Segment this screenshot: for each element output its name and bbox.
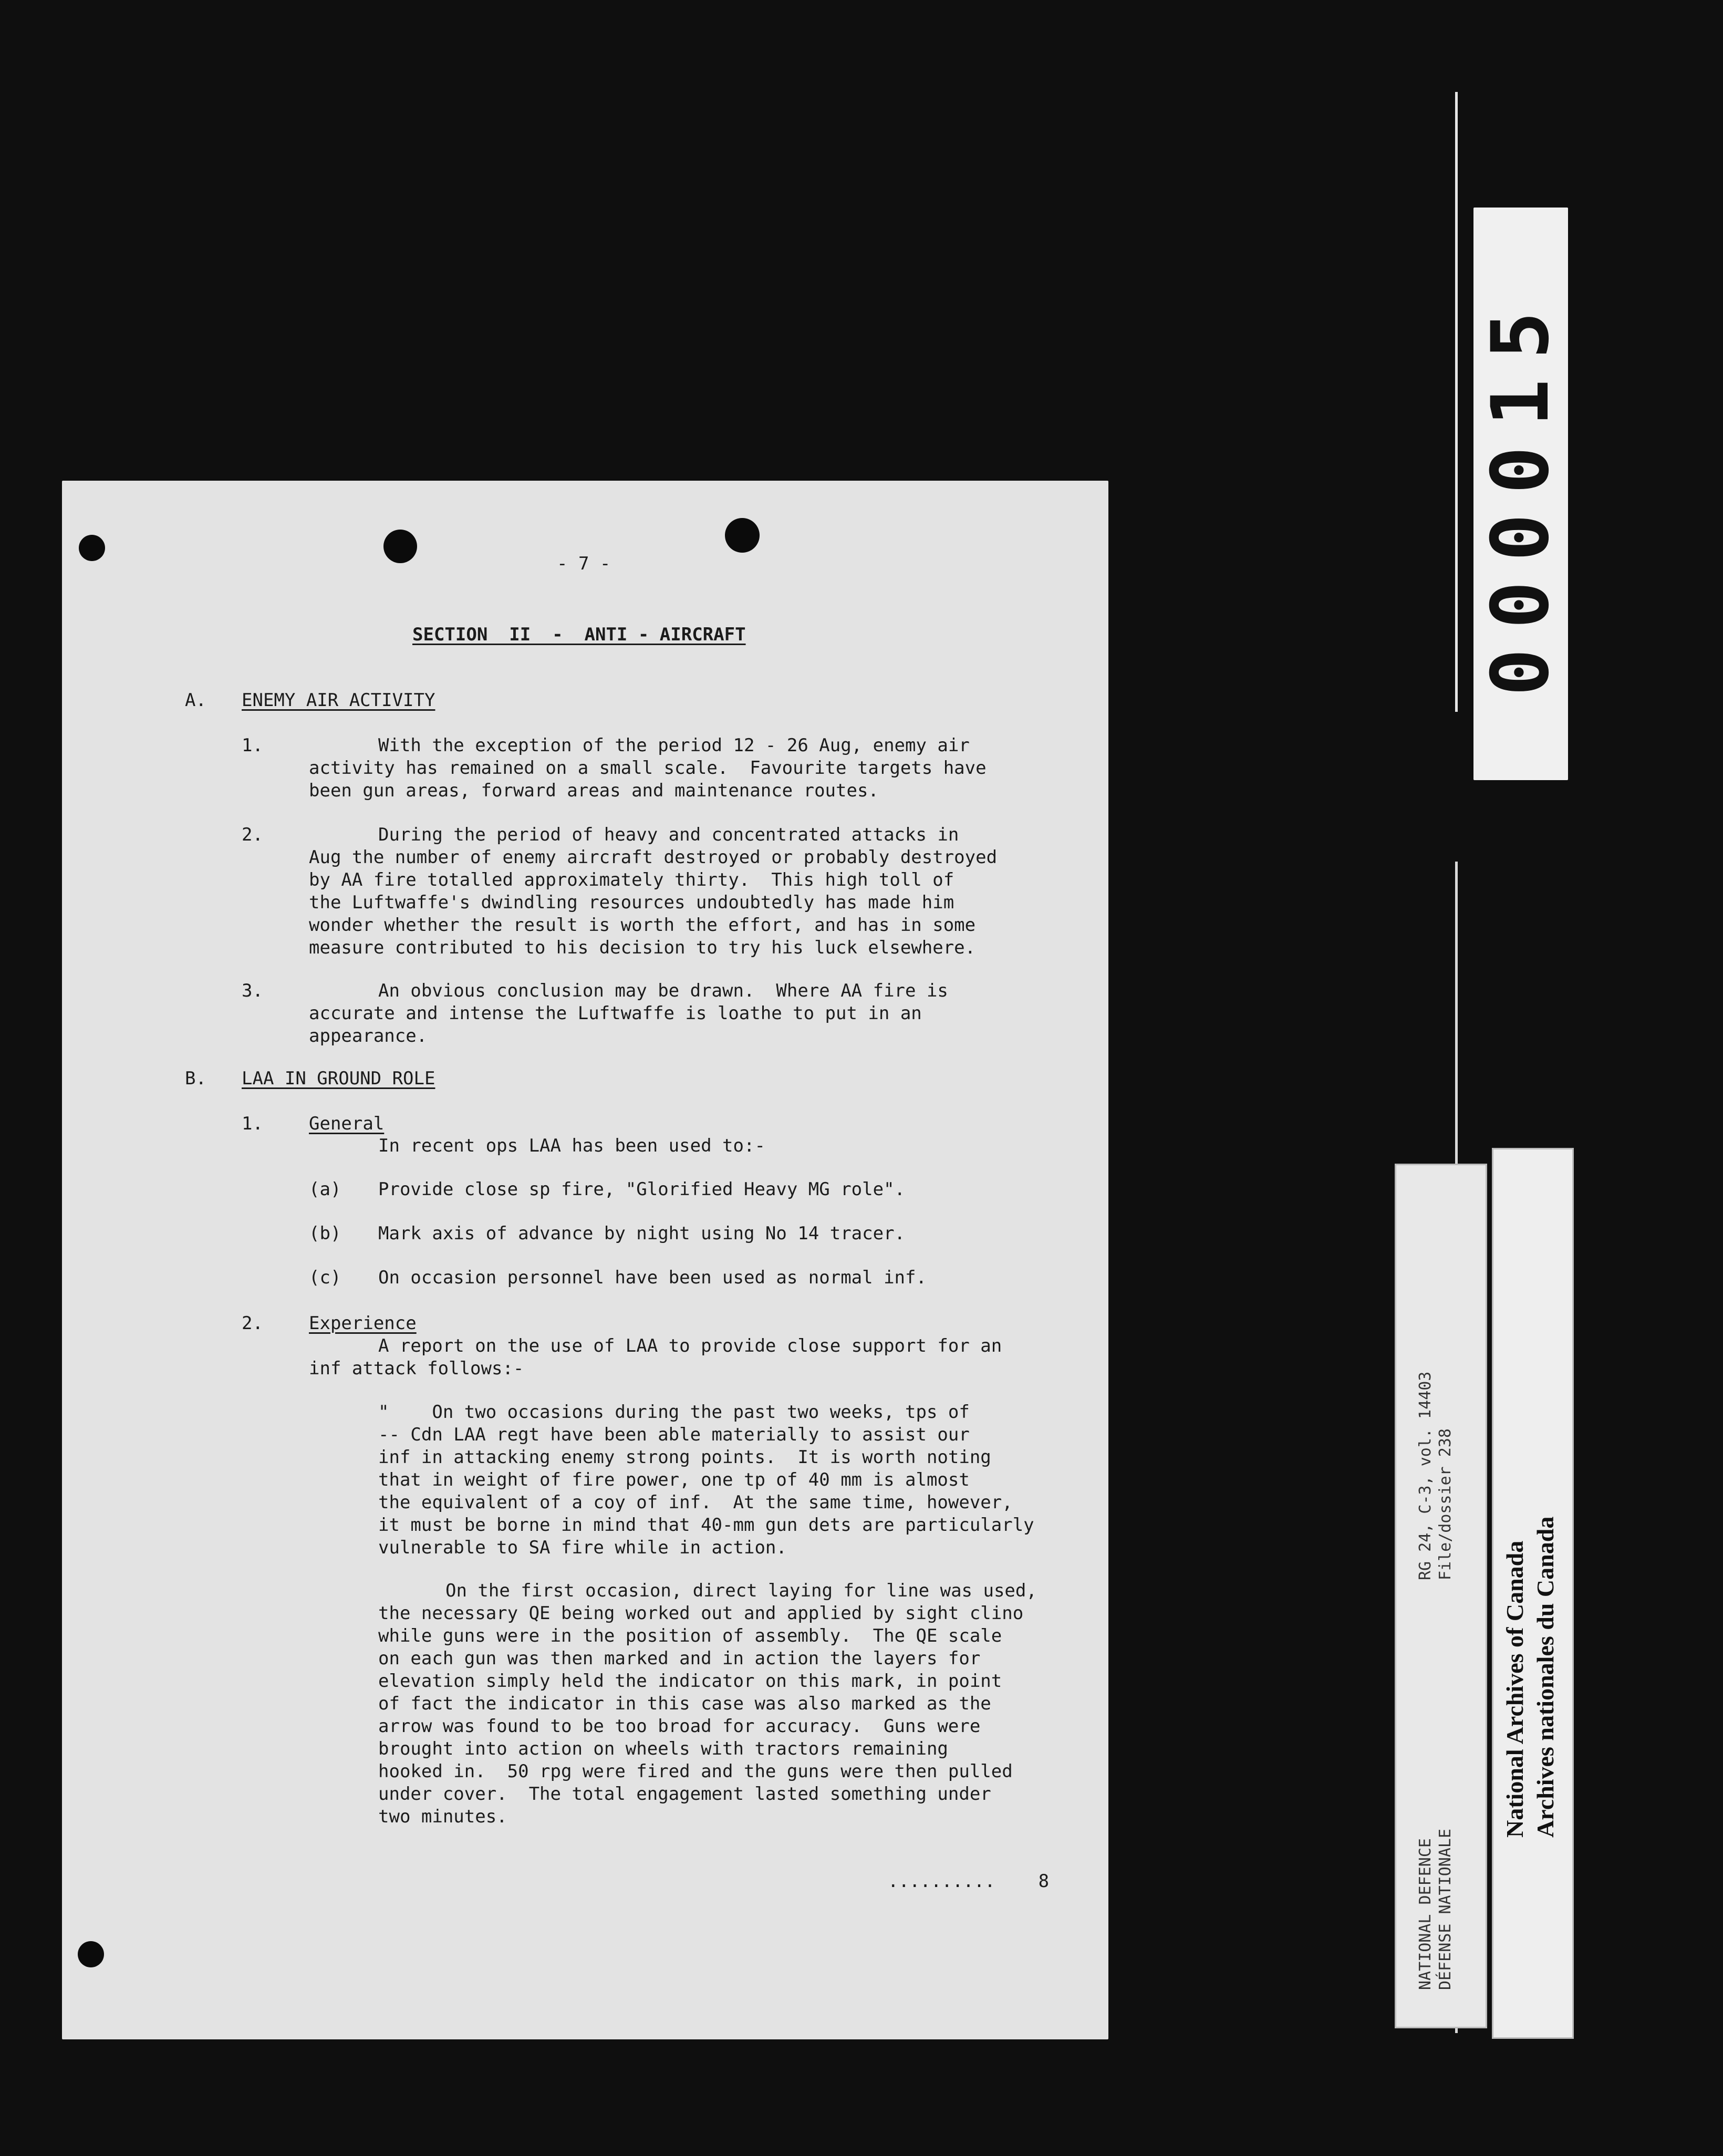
reference-line: RG 24, C-3, vol. 14403	[1416, 1371, 1435, 1580]
archives-label	[1492, 1148, 1574, 2039]
para-a2-line: by AA fire totalled approximately thirty. This high toll of	[309, 869, 954, 890]
para-a1-line: activity has remained on a small scale. Favourite targets have	[309, 758, 987, 779]
para-a3-line: accurate and intense the Luftwaffe is loathe to put in an	[309, 1003, 922, 1024]
archives-name-fr: Archives nationales du Canada	[1532, 1516, 1559, 1838]
quote2-line: of fact the indicator in this case was also marked as the	[378, 1693, 991, 1714]
quote1-line: it must be borne in mind that 40-mm gun dets are particularly	[378, 1515, 1034, 1536]
quote2-line: arrow was found to be too broad for accuracy. Guns were	[378, 1716, 981, 1737]
para-a1-line: been gun areas, forward areas and maintenance routes.	[309, 780, 879, 801]
para-a2-line: the Luftwaffe's dwindling resources undoubtedly has made him	[309, 892, 954, 913]
department-line: NATIONAL DEFENCE	[1416, 1838, 1435, 1990]
para-a1-num: 1.	[242, 735, 263, 756]
section-a-heading: ENEMY AIR ACTIVITY	[242, 690, 435, 711]
experience-intro-line: A report on the use of LAA to provide close support for an	[378, 1335, 1002, 1356]
para-a1-line: With the exception of the period 12 - 26 Aug, enemy air	[378, 735, 970, 756]
section-b-heading: LAA IN GROUND ROLE	[242, 1068, 435, 1089]
para-a2-line: During the period of heavy and concentrated attacks in	[378, 824, 959, 845]
punch-hole	[383, 530, 417, 563]
experience-num: 2.	[242, 1313, 263, 1334]
department-line: DÉFENSE NATIONALE	[1436, 1828, 1455, 1990]
para-a2-line: wonder whether the result is worth the effort, and has in some	[309, 915, 976, 936]
general-title: General	[309, 1113, 385, 1134]
reference-label	[1395, 1164, 1487, 2028]
section-title: SECTION II - ANTI - AIRCRAFT	[412, 624, 746, 645]
experience-title: Experience	[309, 1313, 417, 1334]
general-item-text: Mark axis of advance by night using No 14 tracer.	[378, 1223, 906, 1244]
experience-intro-line: inf attack follows:-	[309, 1358, 524, 1379]
quote2-line: elevation simply held the indicator on this mark, in point	[378, 1671, 1002, 1692]
quote1-line: inf in attacking enemy strong points. It is worth noting	[378, 1447, 991, 1468]
archive-frame-stamp	[1473, 208, 1568, 780]
quote2-line: under cover. The total engagement lasted something under	[378, 1784, 991, 1805]
general-item-label: (c)	[309, 1267, 341, 1288]
para-a3-line: An obvious conclusion may be drawn. Where AA fire is	[378, 980, 948, 1001]
general-intro: In recent ops LAA has been used to:-	[378, 1135, 765, 1156]
para-a2-line: Aug the number of enemy aircraft destroyed or probably destroyed	[309, 847, 998, 868]
general-item-text: On occasion personnel have been used as normal inf.	[378, 1267, 927, 1288]
film-edge-line	[1455, 92, 1458, 712]
para-a2-num: 2.	[242, 824, 263, 845]
general-item-label: (a)	[309, 1179, 341, 1200]
quote1-line: -- Cdn LAA regt have been able materially to assist our	[378, 1424, 970, 1445]
para-a2-line: measure contributed to his decision to try his luck elsewhere.	[309, 937, 976, 958]
frame-number: 000015	[1475, 292, 1566, 696]
quote2-line: brought into action on wheels with tractors remaining	[378, 1738, 948, 1759]
quote2-line: the necessary QE being worked out and applied by sight clino	[378, 1603, 1024, 1624]
section-b-letter: B.	[185, 1068, 206, 1089]
section-a-letter: A.	[185, 690, 206, 711]
punch-hole	[79, 535, 105, 561]
para-a3-line: appearance.	[309, 1025, 428, 1046]
quote1-line: vulnerable to SA fire while in action.	[378, 1537, 787, 1558]
quote1-line: the equivalent of a coy of inf. At the same time, however,	[378, 1492, 1013, 1513]
continuation-marker: .......... 8	[888, 1871, 1050, 1892]
quote2-line: while guns were in the position of assembly. The QE scale	[378, 1625, 1002, 1646]
reference-line: File/dossier 238	[1436, 1428, 1455, 1580]
general-item-label: (b)	[309, 1223, 341, 1244]
page-number: - 7 -	[557, 553, 611, 574]
quote2-line: two minutes.	[378, 1806, 507, 1827]
punch-hole	[725, 518, 760, 553]
para-a3-num: 3.	[242, 980, 263, 1001]
general-num: 1.	[242, 1113, 263, 1134]
general-item-text: Provide close sp fire, "Glorified Heavy MG role".	[378, 1179, 906, 1200]
quote2-line: on each gun was then marked and in action the layers for	[378, 1648, 981, 1669]
quote2-line: On the first occasion, direct laying for line was used,	[445, 1580, 1037, 1601]
quote1-line: " On two occasions during the past two weeks, tps of	[378, 1402, 970, 1423]
quote1-line: that in weight of fire power, one tp of 40 mm is almost	[378, 1469, 970, 1490]
quote2-line: hooked in. 50 rpg were fired and the guns were then pulled	[378, 1761, 1013, 1782]
archives-name-en: National Archives of Canada	[1501, 1540, 1528, 1838]
punch-hole	[78, 1941, 104, 1967]
